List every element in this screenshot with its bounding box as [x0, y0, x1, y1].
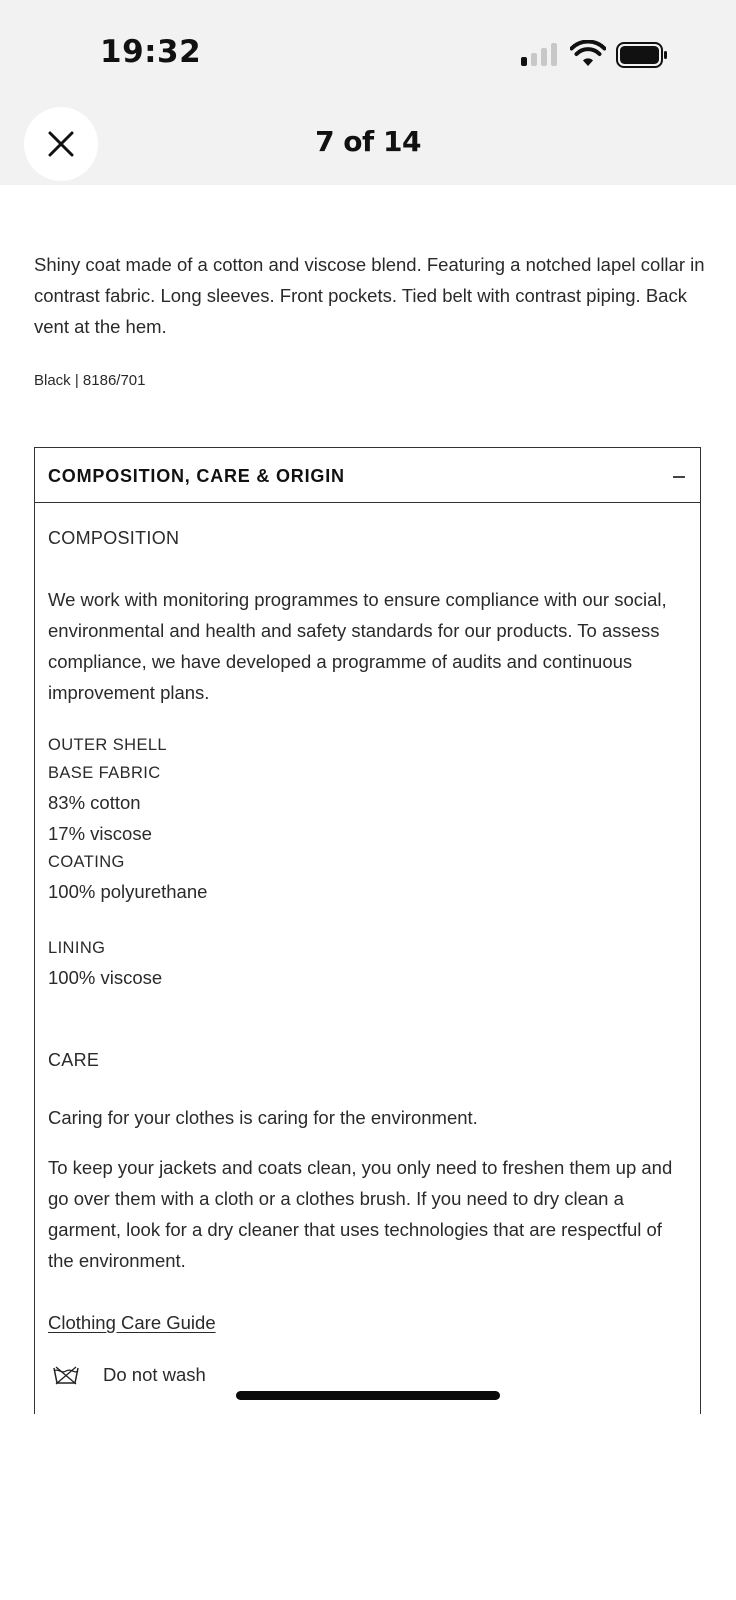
cotton-value: 83% cotton	[48, 792, 141, 813]
do-not-wash-icon	[52, 1365, 80, 1385]
top-bar	[0, 0, 736, 185]
clothing-care-guide-link[interactable]: Clothing Care Guide	[48, 1312, 216, 1333]
composition-intro: We work with monitoring programmes to ensure compliance with our social, environmental and health and safety standards for our products. To assess compliance, we have developed a programme of audits and continuous improvement plans.	[48, 589, 667, 703]
polyurethane-value: 100% polyurethane	[48, 881, 208, 902]
wifi-icon	[570, 40, 606, 68]
composition-heading: COMPOSITION	[48, 528, 180, 548]
viscose-value: 17% viscose	[48, 823, 152, 844]
home-indicator[interactable]	[236, 1391, 500, 1400]
accordion-title: COMPOSITION, CARE & ORIGIN	[48, 466, 345, 486]
care-line-2: To keep your jackets and coats clean, you only need to freshen them up and go over them with a cloth or a clothes brush. If you need to dry clean a garment, look for a dry cleaner that uses technologies that are respectful of the environment.	[48, 1157, 673, 1271]
product-description: Shiny coat made of a cotton and viscose blend. Featuring a notched lapel collar in contrast fabric. Long sleeves. Front pockets. Tied belt with contrast piping. Back vent at the hem.	[34, 254, 705, 337]
composition-accordion-header[interactable]	[34, 447, 701, 503]
color-reference: Black | 8186/701	[34, 372, 146, 389]
do-not-wash-label: Do not wash	[103, 1364, 206, 1385]
lining-viscose-value: 100% viscose	[48, 967, 163, 988]
care-line-1: Caring for your clothes is caring for the environment.	[48, 1107, 478, 1128]
cellular-signal-icon	[521, 42, 561, 66]
status-time: 19:32	[100, 34, 202, 70]
care-heading: CARE	[48, 1050, 100, 1070]
battery-icon	[616, 42, 668, 68]
outer-shell-label: OUTER SHELL	[48, 736, 168, 754]
collapse-icon[interactable]	[673, 476, 685, 478]
lining-label: LINING	[48, 939, 106, 957]
coating-label: COATING	[48, 853, 125, 871]
base-fabric-label: BASE FABRIC	[48, 764, 161, 782]
page-counter: 7 of 14	[315, 125, 421, 158]
